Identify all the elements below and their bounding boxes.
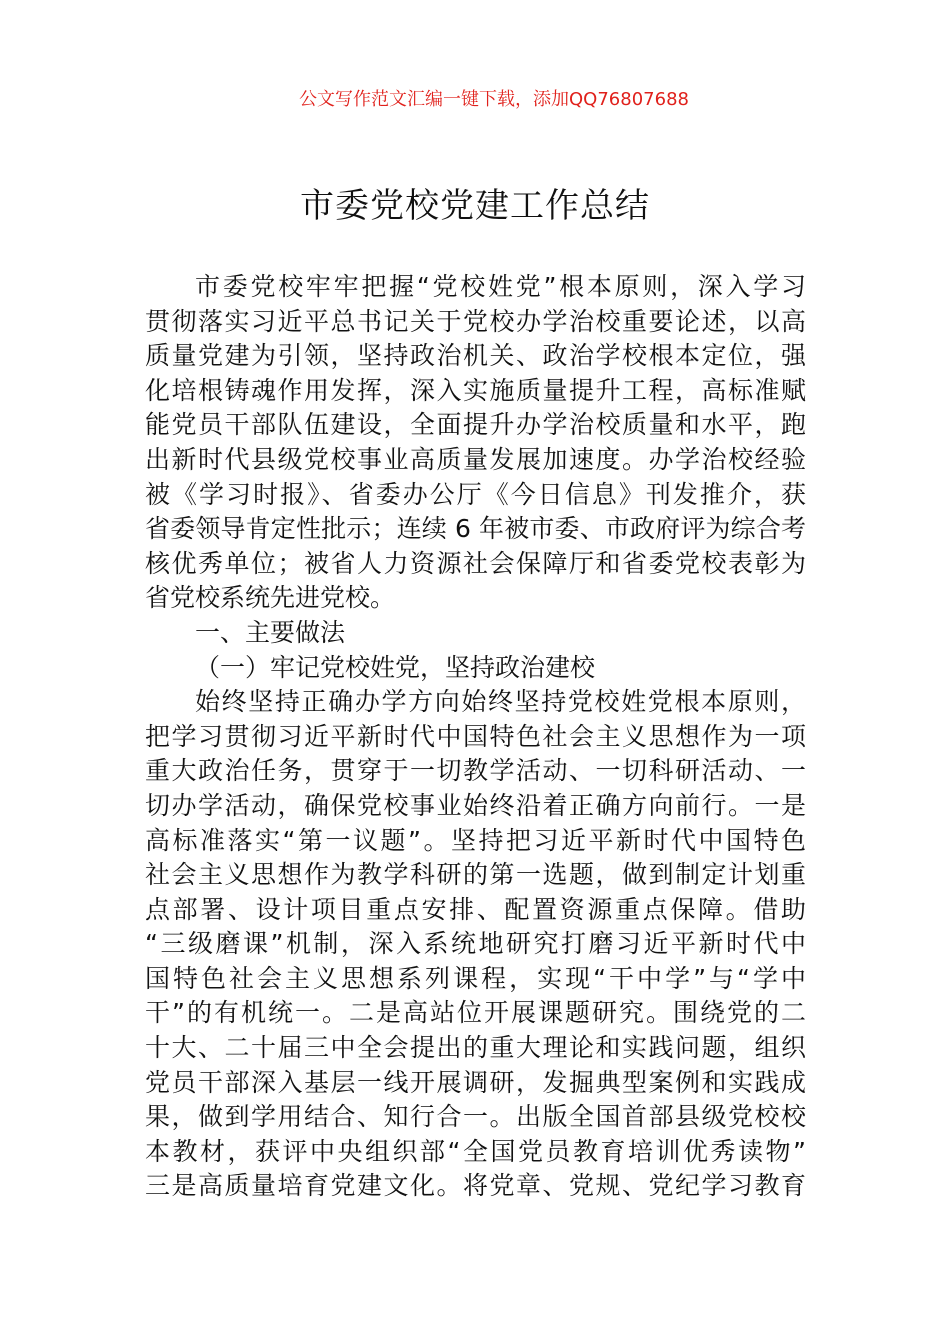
promo-header: 公文写作范文汇编一键下载，添加QQ76807688 (299, 89, 689, 110)
text-line: 重大政治任务，贯穿于一切教学活动、一切科研活动、一 (145, 756, 806, 786)
text-line: 三是高质量培育党建文化。将党章、党规、党纪学习教育 (145, 1171, 806, 1201)
text-line: 社会主义思想作为教学科研的第一选题，做到制定计划重 (145, 860, 806, 890)
text-line: 市委党校牢牢把握“党校姓党”根本原则，深入学习 (195, 272, 806, 301)
text-line: 出新时代县级党校事业高质量发展加速度。办学治校经验 (145, 444, 806, 474)
text-line: 省党校系统先进党校。 (145, 583, 396, 613)
text-line: 点部署、设计项目重点安排、配置资源重点保障。借助 (145, 894, 806, 924)
text-line: 把学习贯彻习近平新时代中国特色社会主义思想作为一项 (145, 721, 806, 751)
text-line: 国特色社会主义思想系列课程，实现“干中学”与“学中 (145, 963, 806, 993)
text-line: 被《学习时报》、省委办公厅《今日信息》刊发推介，获 (145, 479, 806, 509)
text-line: 干”的有机统一。二是高站位开展课题研究。围绕党的二 (145, 998, 806, 1028)
text-line: 切办学活动，确保党校事业始终沿着正确方向前行。一是 (145, 790, 806, 820)
text-line: 果，做到学用结合、知行合一。出版全国首部县级党校校 (145, 1102, 806, 1132)
text-line: （一）牢记党校姓党，坚持政治建校 (195, 652, 596, 682)
text-line: 一、主要做法 (195, 617, 346, 647)
text-line: 党员干部深入基层一线开展调研，发掘典型案例和实践成 (145, 1067, 806, 1097)
text-line: 质量党建为引领，坚持政治机关、政治学校根本定位，强 (145, 341, 806, 371)
text-line: 核优秀单位；被省人力资源社会保障厅和省委党校表彰为 (145, 548, 806, 578)
text-line: 高标准落实“第一议题”。坚持把习近平新时代中国特色 (145, 825, 806, 855)
text-line: 省委领导肯定性批示；连续 6 年被市委、市政府评为综合考 (145, 514, 806, 544)
text-line: 始终坚持正确办学方向始终坚持党校姓党根本原则， (195, 687, 806, 717)
text-line: “三级磨课”机制，深入系统地研究打磨习近平新时代中 (145, 929, 806, 959)
document-title: 市委党校党建工作总结 (300, 186, 650, 226)
text-line: 本教材，获评中央组织部“全国党员教育培训优秀读物” (145, 1136, 806, 1166)
text-line: 能党员干部队伍建设，全面提升办学治校质量和水平，跑 (145, 410, 806, 440)
text-line: 十大、二十届三中全会提出的重大理论和实践问题，组织 (145, 1033, 806, 1063)
document-body (145, 270, 806, 1204)
text-line: 贯彻落实习近平总书记关于党校办学治校重要论述，以高 (145, 306, 806, 336)
text-line: 化培根铸魂作用发挥，深入实施质量提升工程，高标准赋 (145, 375, 806, 405)
